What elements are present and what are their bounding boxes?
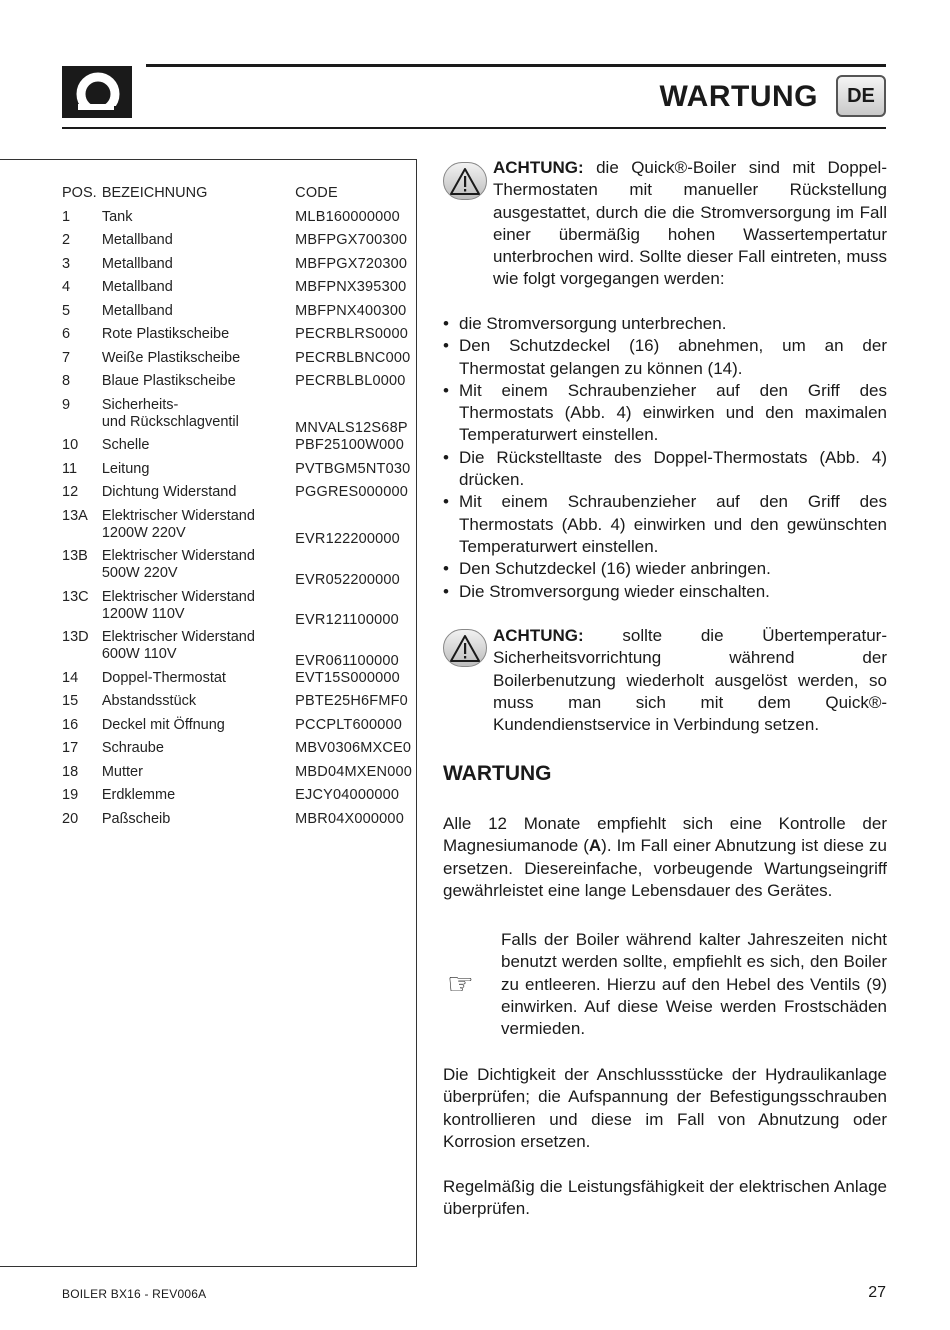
part-name-line: Metallband — [101, 302, 173, 319]
part-name — [102, 303, 295, 327]
part-code: EVR121100000 — [295, 612, 399, 628]
part-name — [102, 232, 295, 256]
table-row — [62, 256, 412, 280]
header-rule-bottom — [62, 127, 886, 129]
part-name — [102, 279, 295, 303]
part-position: 1 — [62, 208, 71, 225]
part-name-line: Erdklemme — [101, 787, 176, 803]
quick-logo — [62, 66, 132, 118]
part-code: PVTBGM5NT030 — [295, 460, 411, 477]
part-name — [102, 629, 295, 670]
part-name-line: Rote Plastikscheibe — [101, 326, 230, 342]
part-code: PBF25100W000 — [295, 437, 404, 453]
part-name-line: Blaue Plastikscheibe — [101, 373, 236, 389]
part-position: 20 — [62, 810, 79, 827]
part-code: MLB160000000 — [295, 208, 400, 225]
part-name-line: Paßscheib — [101, 810, 171, 827]
table-row — [62, 740, 412, 764]
warning-body: sollte die Übertemperatur-Sicherheitsvorrichtung während der Boilerbenutzung wiederholt ausgelöst werden, so muss man sich mit dem Quick®-Kundendienstservice in Verbindung setzen. — [493, 626, 887, 735]
table-row — [62, 764, 412, 788]
part-code: PGGRES000000 — [295, 484, 408, 500]
note-frost: Falls der Boiler während kalter Jahreszeiten nicht benutzt werden sollte, empfiehlt es sich, den Boiler zu entleeren. Hierzu auf den Hebel des Ventils (9) einwirken. Auf diese Weise werden Frostschäden vermieden. — [501, 930, 887, 1039]
part-name — [102, 437, 295, 461]
part-position: 7 — [62, 349, 71, 366]
part-code: PCCPLT600000 — [295, 716, 403, 733]
part-name-line: Elektrischer Widerstand — [101, 507, 255, 524]
part-code: MBFPGX720300 — [295, 255, 408, 272]
part-name-line: Dichtung Widerstand — [101, 484, 237, 500]
table-row — [62, 437, 412, 461]
part-code: EVR061100000 — [295, 652, 399, 669]
part-code: EJCY04000000 — [295, 787, 400, 803]
part-position: 12 — [62, 484, 79, 500]
part-name-line: Schelle — [101, 437, 150, 453]
warning-icon — [443, 629, 487, 667]
anode-letter: A — [588, 836, 602, 856]
paragraph-hydraulics: Die Dichtigkeit der Anschlussstücke der Hydraulikanlage überprüfen; die Aufspannung der Befestigungsschrauben kontrollieren und diese im Fall von Abnutzung oder Korrosion ersetzen. — [443, 1065, 887, 1151]
part-name — [102, 787, 295, 811]
language-badge: DE — [836, 75, 886, 117]
part-code: MBFPGX700300 — [295, 232, 408, 248]
part-name — [102, 373, 295, 397]
warning-body: die Quick®-Boiler sind mit Doppel-Thermostaten mit manueller Rückstellung ausgestattet, durch die die Stromversorgung im Fall einer übermäßig hohen Wassertempertatur unterbrochen wird. Sollte dieser Fall eintreten, muss wie folgt vorgegangen werden: — [493, 158, 887, 289]
part-name — [102, 670, 295, 694]
part-position: 14 — [62, 669, 79, 686]
table-row — [62, 373, 412, 397]
part-name-line: Abstandsstück — [101, 693, 197, 709]
table-row — [62, 326, 412, 350]
part-name-line: Sicherheits- — [101, 396, 179, 413]
part-name-line: 600W 110V — [101, 646, 177, 662]
part-position: 8 — [62, 373, 71, 389]
part-name — [102, 589, 295, 630]
parts-header-row — [62, 185, 412, 209]
part-position: 10 — [62, 437, 79, 453]
part-position: 16 — [62, 716, 79, 733]
part-position: 11 — [62, 460, 78, 477]
warning-text-thermostat — [493, 157, 887, 291]
warning-text-overtemperature — [493, 625, 887, 736]
part-name — [102, 717, 295, 741]
table-row — [62, 717, 412, 741]
part-name-line: Doppel-Thermostat — [101, 669, 226, 686]
part-name-line: Tank — [101, 208, 133, 225]
table-row — [62, 787, 412, 811]
part-name — [102, 484, 295, 508]
warning-label: ACHTUNG: — [493, 626, 584, 645]
part-position: 6 — [62, 326, 71, 342]
warning-label: ACHTUNG: — [493, 158, 584, 177]
part-position: 13C — [62, 588, 89, 605]
list-item: • Mit einem Schraubenzieher auf den Griff des Thermostats (Abb. 4) einwirken und den gewünschten Temperaturwert einstellen. — [443, 491, 887, 558]
part-name — [102, 350, 295, 374]
part-name-line: 500W 220V — [101, 565, 178, 581]
part-code: MBFPNX395300 — [295, 279, 407, 295]
warning-icon — [443, 162, 487, 200]
part-name — [102, 326, 295, 350]
part-name-line: Elektrischer Widerstand — [101, 629, 255, 645]
page-number: 27 — [868, 1284, 886, 1301]
table-row — [62, 303, 412, 327]
table-row — [62, 209, 412, 233]
part-name — [102, 764, 295, 788]
list-item: • Die Stromversorgung wieder einschalten. — [443, 581, 887, 603]
paragraph-anode — [443, 813, 887, 902]
part-name-line: Elektrischer Widerstand — [101, 548, 255, 564]
part-code: PBTE25H6FMF0 — [295, 693, 408, 709]
part-position: 17 — [62, 740, 79, 756]
part-code: PECRBLBL0000 — [295, 373, 406, 389]
table-row — [62, 811, 412, 835]
table-row — [62, 232, 412, 256]
table-row — [62, 670, 412, 694]
column-header-code: CODE — [295, 185, 338, 201]
part-name-line: Metallband — [101, 255, 173, 272]
part-code: MBD04MXEN000 — [295, 763, 412, 780]
list-item: • Den Schutzdeckel (16) abnehmen, um an der Thermostat gelangen zu können (14). — [443, 335, 887, 380]
header-rule-top — [146, 64, 886, 67]
part-code: EVR052200000 — [295, 571, 400, 588]
part-code: MNVALS12S68P — [295, 420, 408, 436]
part-name-line: Schraube — [101, 740, 164, 756]
part-position: 9 — [62, 396, 71, 413]
paragraph-electrical: Regelmäßig die Leistungsfähigkeit der elektrischen Anlage überprüfen. — [443, 1177, 887, 1219]
part-position: 13A — [62, 507, 88, 524]
section-title: WARTUNG — [443, 762, 552, 785]
part-name-line: 1200W 110V — [101, 605, 185, 622]
page-title: WARTUNG — [659, 80, 818, 113]
part-name-line: Metallband — [101, 279, 173, 295]
part-code: EVT15S000000 — [295, 669, 400, 686]
part-position: 3 — [62, 255, 71, 272]
part-position: 19 — [62, 787, 79, 803]
part-code: PECRBLRS0000 — [295, 326, 408, 342]
footer-document-id: BOILER BX16 - REV006A — [62, 1287, 207, 1301]
table-row — [62, 629, 412, 670]
part-name-line: Deckel mit Öffnung — [101, 716, 225, 733]
part-name-line: 1200W 220V — [101, 524, 186, 541]
part-name — [102, 397, 295, 438]
part-name — [102, 508, 295, 549]
part-code: EVR122200000 — [295, 531, 400, 547]
part-name-line: und Rückschlagventil — [101, 413, 239, 430]
paragraph-text: Alle 12 Monate empfiehlt sich eine Kontrolle der Magnesiumanode ( — [443, 814, 887, 856]
list-item: • Den Schutzdeckel (16) wieder anbringen. — [443, 558, 887, 580]
table-row — [62, 350, 412, 374]
part-position: 5 — [62, 302, 71, 319]
part-name-line: Elektrischer Widerstand — [101, 588, 255, 605]
list-item: • Mit einem Schraubenzieher auf den Griff des Thermostats (Abb. 4) einwirken und den maximalen Temperaturwert einstellen. — [443, 380, 887, 447]
part-name — [102, 256, 295, 280]
part-name — [102, 693, 295, 717]
part-name — [102, 461, 295, 485]
part-name-line: Weiße Plastikscheibe — [101, 349, 241, 366]
part-code: MBR04X000000 — [295, 810, 404, 827]
part-name — [102, 740, 295, 764]
part-position: 18 — [62, 763, 79, 780]
table-row — [62, 589, 412, 630]
paragraph-text: ). Im Fall einer Abnutzung ist diese zu ersetzen. Diesereinfache, vorbeugende Wartungseingriff gewährleistet eine lange Lebensdauer des Gerätes. — [443, 836, 887, 900]
table-row — [62, 397, 412, 438]
parts-table — [62, 185, 412, 834]
part-name — [102, 209, 295, 233]
part-name — [102, 548, 295, 589]
part-position: 15 — [62, 693, 79, 709]
part-position: 13B — [62, 548, 88, 564]
part-position: 13D — [62, 629, 89, 645]
part-name-line: Leitung — [101, 460, 150, 477]
reset-steps-list — [443, 313, 887, 603]
table-row — [62, 508, 412, 549]
table-row — [62, 548, 412, 589]
list-item: • Die Rückstelltaste des Doppel-Thermostats (Abb. 4) drücken. — [443, 447, 887, 492]
part-name-line: Metallband — [101, 232, 173, 248]
table-row — [62, 279, 412, 303]
part-code: MBFPNX400300 — [295, 302, 407, 319]
table-row — [62, 461, 412, 485]
part-position: 4 — [62, 279, 71, 295]
column-header-name: BEZEICHNUNG — [101, 185, 208, 201]
table-row — [62, 484, 412, 508]
part-code: PECRBLBNC000 — [295, 349, 411, 366]
logo-q-icon — [62, 66, 132, 118]
part-name — [102, 811, 295, 835]
pointing-hand-icon: ☞ — [447, 968, 474, 1001]
part-name-line: Mutter — [101, 763, 143, 780]
part-code: MBV0306MXCE0 — [295, 740, 412, 756]
part-position: 2 — [62, 232, 71, 248]
list-item: • die Stromversorgung unterbrechen. — [443, 313, 887, 335]
table-row — [62, 693, 412, 717]
column-header-pos: POS. — [62, 185, 97, 201]
